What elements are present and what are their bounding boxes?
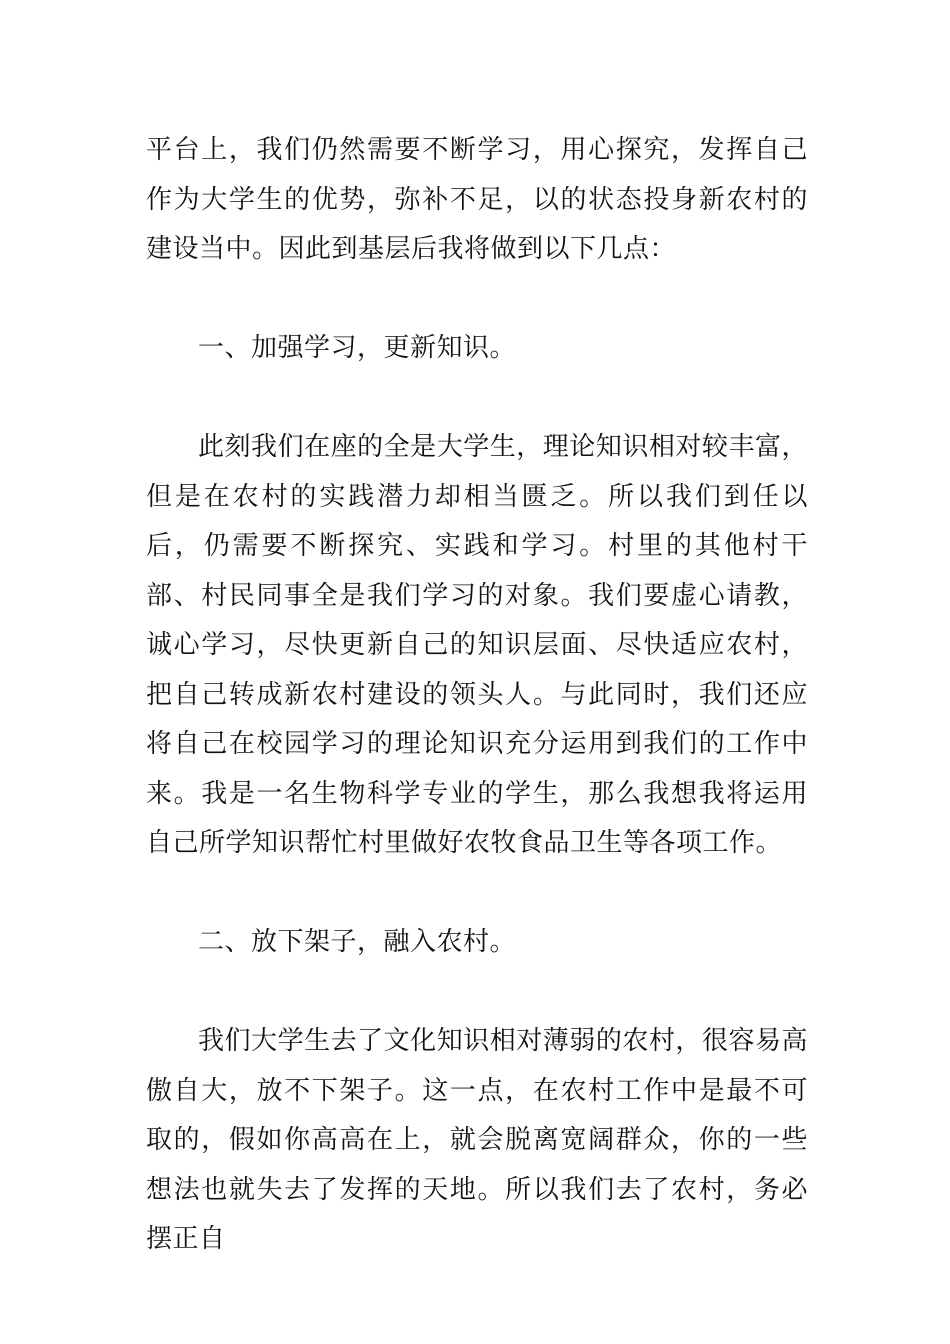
section-heading-1: 一、加强学习，更新知识。 (198, 333, 517, 363)
paragraph-spacer (146, 374, 808, 424)
paragraph-spacer (146, 968, 808, 1018)
paragraph-spacer (146, 275, 808, 325)
section-heading-2: 二、放下架子，融入农村。 (198, 927, 517, 957)
paragraph-section-2-body: 我们大学生去了文化知识相对薄弱的农村，很容易高傲自大，放不下架子。这一点，在农村工作中是最不可取的，假如你高高在上，就会脱离宽阔群众，你的一些想法也就失去了发挥的天地。所以我们去了农村，务必摆正自 (146, 1026, 808, 1254)
document-body (146, 126, 808, 1265)
paragraph-continuation: 平台上，我们仍然需要不断学习，用心探究，发挥自己作为大学生的优势，弥补不足，以的状态投身新农村的建设当中。因此到基层后我将做到以下几点： (146, 135, 808, 264)
paragraph-spacer (146, 869, 808, 919)
paragraph-section-1-body: 此刻我们在座的全是大学生，理论知识相对较丰富，但是在农村的实践潜力却相当匮乏。所以我们到任以后，仍需要不断探究、实践和学习。村里的其他村干部、村民同事全是我们学习的对象。我们要虚心请教，诚心学习，尽快更新自己的知识层面、尽快适应农村，把自己转成新农村建设的领头人。与此同时，我们还应将自己在校园学习的理论知识充分运用到我们的工作中来。我是一名生物科学专业的学生，那么我想我将运用自己所学知识帮忙村里做好农牧食品卫生等各项工作。 (146, 432, 808, 858)
